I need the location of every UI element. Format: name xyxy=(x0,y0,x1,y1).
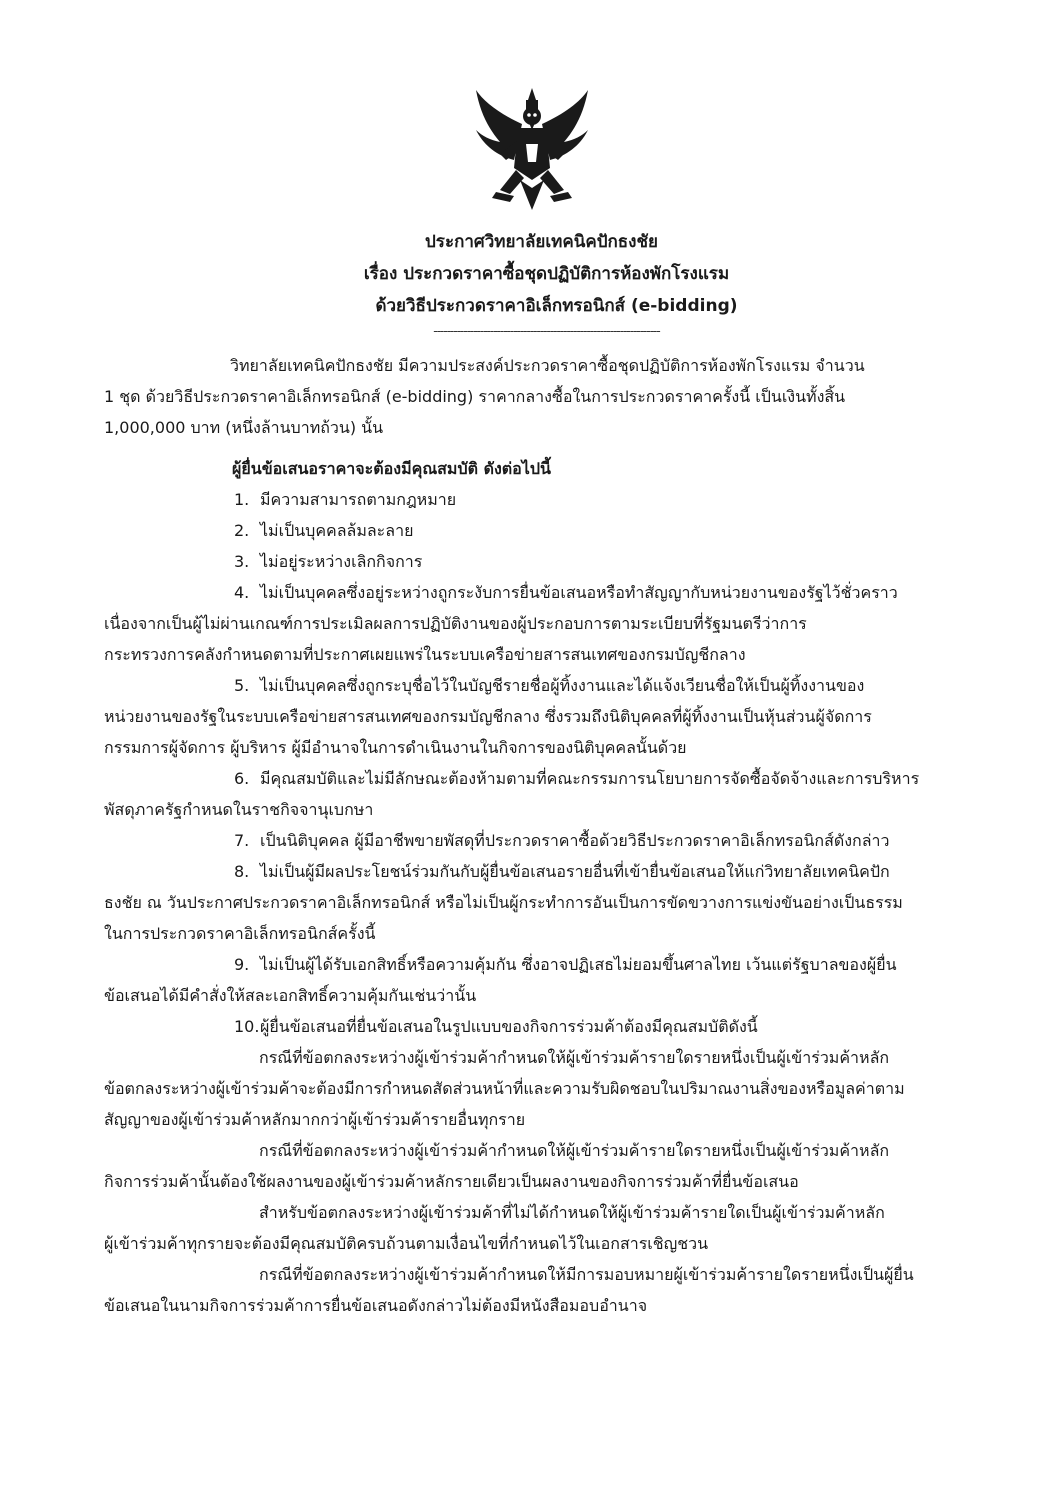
case-text: สัญญาของผู้เข้าร่วมค้าหลักมากกว่าผู้เข้าร่วมค้ารายอื่นทุกราย xyxy=(104,1110,526,1129)
item-number: 10. xyxy=(234,1017,260,1036)
item-number: 3. xyxy=(234,552,250,571)
qualification-item-9 xyxy=(104,949,970,1011)
item-text: ไม่เป็นบุคคลซึ่งอยู่ระหว่างถูกระงับการยื่นข้อเสนอหรือทำสัญญากับหน่วยงานของรัฐไว้ชั่วคราว xyxy=(260,583,898,602)
case-text: กรณีที่ข้อตกลงระหว่างผู้เข้าร่วมค้ากำหนดให้ผู้เข้าร่วมค้ารายใดรายหนึ่งเป็นผู้เข้าร่วมค้าหลัก xyxy=(259,1048,890,1067)
joint-venture-case-1 xyxy=(104,1042,970,1135)
item-number: 8. xyxy=(234,862,250,881)
case-text: ข้อตกลงระหว่างผู้เข้าร่วมค้าจะต้องมีการกำหนดสัดส่วนหน้าที่และความรับผิดชอบในปริมาณงานสิ่งของหรือมูลค่าตาม xyxy=(104,1079,905,1098)
item-text: ไม่เป็นบุคคลซึ่งถูกระบุชื่อไว้ในบัญชีรายชื่อผู้ทิ้งงานและได้แจ้งเวียนชื่อให้เป็นผู้ทิ้งงานของ xyxy=(260,676,865,695)
item-text: หน่วยงานของรัฐในระบบเครือข่ายสารสนเทศของกรมบัญชีกลาง ซึ่งรวมถึงนิติบุคคลที่ผู้ทิ้งงานเป็นหุ้นส่วนผู้จัดการ xyxy=(104,707,872,726)
case-text: กรณีที่ข้อตกลงระหว่างผู้เข้าร่วมค้ากำหนดให้ผู้เข้าร่วมค้ารายใดรายหนึ่งเป็นผู้เข้าร่วมค้าหลัก xyxy=(259,1141,890,1160)
qualification-item-7 xyxy=(104,825,970,856)
item-text: เนื่องจากเป็นผู้ไม่ผ่านเกณฑ์การประเมิลผลการปฏิบัติงานของผู้ประกอบการตามระเบียบที่รัฐมนตรีว่าการ xyxy=(104,614,807,633)
item-number: 5. xyxy=(234,676,250,695)
qualification-item-10 xyxy=(104,1011,970,1042)
qualifications-heading: ผู้ยื่นข้อเสนอราคาจะต้องมีคุณสมบัติ ดังต่อไปนี้ xyxy=(232,459,551,478)
case-text: กรณีที่ข้อตกลงระหว่างผู้เข้าร่วมค้ากำหนดให้มีการมอบหมายผู้เข้าร่วมค้ารายใดรายหนึ่งเป็นผู้ยื่น xyxy=(259,1265,914,1284)
item-text: ไม่อยู่ระหว่างเลิกกิจการ xyxy=(260,552,423,571)
item-text: ไม่เป็นบุคคลล้มละลาย xyxy=(260,521,414,540)
item-text: ไม่เป็นผู้ได้รับเอกสิทธิ์หรือความคุ้มกัน ซึ่งอาจปฏิเสธไม่ยอมขึ้นศาลไทย เว้นแต่รัฐบาลของผู้ยื่น xyxy=(260,955,897,974)
item-number: 4. xyxy=(234,583,250,602)
item-text: กรรมการผู้จัดการ ผู้บริหาร ผู้มีอำนาจในการดำเนินงานในกิจการของนิติบุคคลนั้นด้วย xyxy=(104,738,687,757)
item-number: 6. xyxy=(234,769,250,788)
case-text: ข้อเสนอในนามกิจการร่วมค้าการยื่นข้อเสนอดังกล่าวไม่ต้องมีหนังสือมอบอำนาจ xyxy=(104,1296,648,1315)
qualification-item-5 xyxy=(104,670,970,763)
item-text: ธงชัย ณ วันประกาศประกวดราคาอิเล็กทรอนิกส์ หรือไม่เป็นผู้กระทำการอันเป็นการขัดขวางการแข่งขันอย่างเป็นธรรม xyxy=(104,893,903,912)
item-text: ข้อเสนอได้มีคำสั่งให้สละเอกสิทธิ์ความคุ้มกันเช่นว่านั้น xyxy=(104,986,477,1005)
item-text: เป็นนิติบุคคล ผู้มีอาชีพขายพัสดุที่ประกวดราคาซื้อด้วยวิธีประกวดราคาอิเล็กทรอนิกส์ดังกล่าว xyxy=(260,831,890,850)
case-text: กิจการร่วมค้านั้นต้องใช้ผลงานของผู้เข้าร่วมค้าหลักรายเดียวเป็นผลงานของกิจการร่วมค้าที่ยื่นข้อเสนอ xyxy=(104,1172,799,1191)
case-text: สำหรับข้อตกลงระหว่างผู้เข้าร่วมค้าที่ไม่ได้กำหนดให้ผู้เข้าร่วมค้ารายใดเป็นผู้เข้าร่วมค้าหลัก xyxy=(259,1203,885,1222)
intro-line: 1 ชุด ด้วยวิธีประกวดราคาอิเล็กทรอนิกส์ (e-bidding) ราคากลางซื้อในการประกวดราคาครั้งนี้ เป็นเงินทั้งสิ้น xyxy=(104,387,846,406)
item-number: 9. xyxy=(234,955,250,974)
intro-line: 1,000,000 บาท (หนึ่งล้านบาทถ้วน) นั้น xyxy=(104,418,384,437)
item-text: ในการประกวดราคาอิเล็กทรอนิกส์ครั้งนี้ xyxy=(104,924,376,943)
item-text: มีคุณสมบัติและไม่มีลักษณะต้องห้ามตามที่คณะกรรมการนโยบายการจัดซื้อจัดจ้างและการบริหาร xyxy=(260,769,920,788)
qualification-item-4 xyxy=(104,577,970,670)
title-line-1: ประกาศวิทยาลัยเทคนิคปักธงชัย xyxy=(425,232,658,252)
qualification-item-1 xyxy=(104,484,970,515)
intro-paragraph xyxy=(104,350,970,443)
qualification-item-8 xyxy=(104,856,970,949)
item-text: กระทรวงการคลังกำหนดตามที่ประกาศเผยแพร่ในระบบเครือข่ายสารสนเทศของกรมบัญชีกลาง xyxy=(104,645,746,664)
title-divider: -------------------------------------------------------------------- xyxy=(433,324,660,338)
joint-venture-case-3 xyxy=(104,1197,970,1259)
case-text: ผู้เข้าร่วมค้าทุกรายจะต้องมีคุณสมบัติครบถ้วนตามเงื่อนไขที่กำหนดไว้ในเอกสารเชิญชวน xyxy=(104,1234,709,1253)
item-text: ไม่เป็นผู้มีผลประโยชน์ร่วมกันกับผู้ยื่นข้อเสนอรายอื่นที่เข้ายื่นข้อเสนอให้แก่วิทยาลัยเทคนิคปัก xyxy=(260,862,890,881)
document-body xyxy=(104,350,970,1321)
item-number: 7. xyxy=(234,831,250,850)
title-line-3: ด้วยวิธีประกวดราคาอิเล็กทรอนิกส์ (e-bidding) xyxy=(375,296,738,316)
item-text: พัสดุภาครัฐกำหนดในราชกิจจานุเบกษา xyxy=(104,800,374,819)
qualification-item-2 xyxy=(104,515,970,546)
item-number: 1. xyxy=(234,490,250,509)
intro-line: วิทยาลัยเทคนิคปักธงชัย มีความประสงค์ประกวดราคาซื้อชุดปฏิบัติการห้องพักโรงแรม จำนวน xyxy=(230,356,865,375)
item-text: ผู้ยื่นข้อเสนอที่ยื่นข้อเสนอในรูปแบบของกิจการร่วมค้าต้องมีคุณสมบัติดังนี้ xyxy=(260,1017,758,1036)
item-number: 2. xyxy=(234,521,250,540)
item-text: มีความสามารถตามกฎหมาย xyxy=(260,490,457,509)
joint-venture-case-2 xyxy=(104,1135,970,1197)
qualification-item-3 xyxy=(104,546,970,577)
garuda-emblem-icon xyxy=(470,84,594,214)
joint-venture-case-4 xyxy=(104,1259,970,1321)
title-line-2: เรื่อง ประกวดราคาซื้อชุดปฏิบัติการห้องพักโรงแรม xyxy=(363,264,730,284)
qualification-item-6 xyxy=(104,763,970,825)
announcement-title xyxy=(0,226,1053,340)
